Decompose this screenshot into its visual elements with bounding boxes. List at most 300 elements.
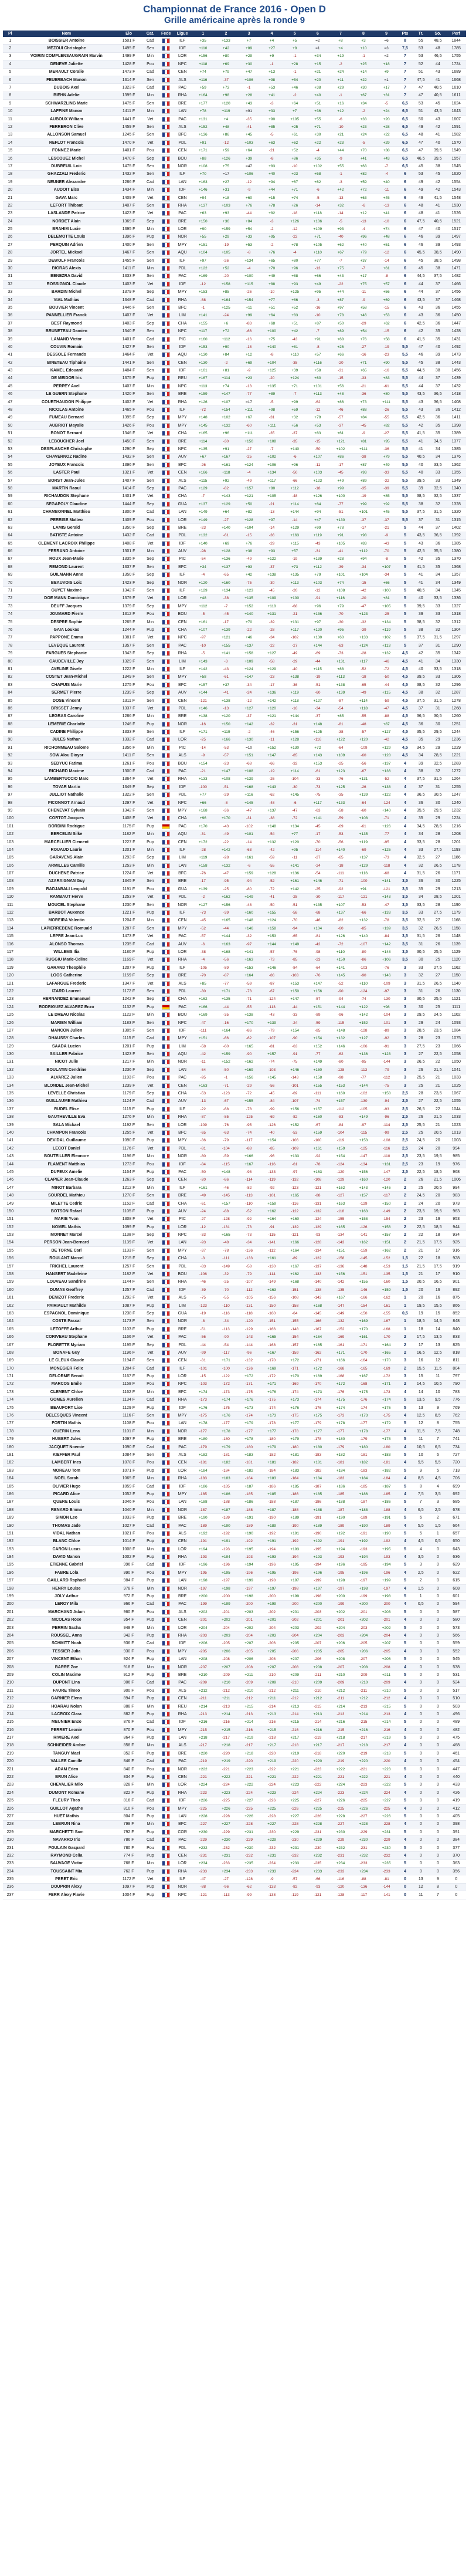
round-result-cell: +106 xyxy=(375,956,398,964)
round-result-cell: +125 xyxy=(215,304,237,312)
league-cell: CHA xyxy=(174,814,192,822)
tiebreak-cell: 34,5 xyxy=(412,744,429,752)
federation-cell xyxy=(159,1145,174,1152)
round-result-cell: -36 xyxy=(215,807,237,814)
round-result-cell: -93 xyxy=(306,1883,329,1891)
table-row xyxy=(3,430,466,437)
elo-cell: 1253 F xyxy=(115,862,142,870)
round-result-cell: -203 xyxy=(306,1608,329,1616)
points-cell: 5 xyxy=(398,1687,413,1695)
league-cell: LOR xyxy=(174,516,192,523)
player-name-cell: CHAMPON Francois xyxy=(18,1129,116,1137)
sonneborn-cell: 13 xyxy=(429,1341,446,1348)
table-row xyxy=(3,712,466,720)
table-row xyxy=(3,768,466,775)
federation-cell xyxy=(159,1608,174,1616)
round-result-cell: +171 xyxy=(260,1380,283,1388)
elo-cell: 1078 F xyxy=(115,1459,142,1466)
performance-cell: 1033 xyxy=(446,1113,466,1121)
elo-cell: 1175 F xyxy=(115,823,142,830)
flag-icon xyxy=(162,1586,170,1591)
column-header: 5 xyxy=(283,31,306,37)
performance-cell: 503 xyxy=(446,1702,466,1710)
round-result-cell: +202 xyxy=(215,1616,237,1624)
player-name-cell: JOYEUX Francois xyxy=(18,461,116,469)
points-cell: 4 xyxy=(398,1490,413,1498)
federation-cell xyxy=(159,846,174,854)
league-cell: PDL xyxy=(174,139,192,147)
category-cell: Pup xyxy=(142,1734,159,1742)
page-header xyxy=(0,0,469,31)
round-result-cell: -26 xyxy=(352,783,375,791)
tiebreak-cell: 0 xyxy=(412,1671,429,1679)
round-result-cell: +74 xyxy=(215,383,237,390)
category-cell: Pou xyxy=(142,60,159,68)
round-result-cell: -38 xyxy=(283,359,306,367)
round-result-cell: +228 xyxy=(352,1820,375,1828)
player-name-cell: BONOT Bernard xyxy=(18,430,116,437)
round-result-cell: -154 xyxy=(352,1301,375,1309)
round-result-cell: -106 xyxy=(352,1043,375,1050)
round-result-cell: +234 xyxy=(192,1860,215,1867)
table-row xyxy=(3,1671,466,1679)
round-result-cell: -11 xyxy=(192,1058,215,1066)
round-result-cell: +82 xyxy=(260,209,283,217)
federation-cell xyxy=(159,1286,174,1294)
elo-cell: 990 F xyxy=(115,1569,142,1577)
rank-cell: 91 xyxy=(3,744,18,752)
round-result-cell: +132 xyxy=(329,1035,352,1042)
elo-cell: 1407 F xyxy=(115,312,142,319)
round-result-cell: -135 xyxy=(375,1270,398,1278)
round-result-cell: +230 xyxy=(215,1836,237,1844)
performance-cell: 1283 xyxy=(446,759,466,767)
league-cell: LAN xyxy=(174,508,192,516)
round-result-cell: +53 xyxy=(375,312,398,319)
performance-cell: 1287 xyxy=(446,689,466,697)
round-result-cell: -124 xyxy=(260,995,283,1003)
points-cell: 6,5 xyxy=(398,163,413,170)
round-result-cell: -171 xyxy=(352,1341,375,1348)
round-result-cell: -69 xyxy=(306,650,329,657)
category-cell: Sen xyxy=(142,461,159,469)
round-result-cell: +70 xyxy=(237,618,260,626)
round-result-cell: +115 xyxy=(375,689,398,697)
league-cell: CHA xyxy=(174,430,192,437)
flag-icon xyxy=(162,352,170,357)
table-row xyxy=(3,1106,466,1113)
tiebreak-cell: 0 xyxy=(412,1702,429,1710)
player-name-cell: MONNET Marcel xyxy=(18,1231,116,1239)
rank-cell: 122 xyxy=(3,988,18,995)
round-result-cell: -98 xyxy=(192,547,215,555)
table-row xyxy=(3,1443,466,1451)
round-result-cell: -41 xyxy=(329,547,352,555)
round-result-cell: +114 xyxy=(283,501,306,508)
table-row xyxy=(3,1326,466,1333)
points-cell: 5,5 xyxy=(398,516,413,523)
tiebreak-cell: 31,5 xyxy=(412,870,429,877)
performance-cell: 1342 xyxy=(446,650,466,657)
sonneborn-cell: 10,5 xyxy=(429,1380,446,1388)
performance-cell: 1473 xyxy=(446,351,466,359)
round-result-cell: -52 xyxy=(260,877,283,885)
elo-cell: 1238 F xyxy=(115,1310,142,1317)
rank-cell: 36 xyxy=(3,312,18,319)
player-name-cell: FERRAND Antoine xyxy=(18,547,116,555)
player-name-cell: TANGUY Mael xyxy=(18,1750,116,1757)
federation-cell xyxy=(159,720,174,728)
sonneborn-cell: 0 xyxy=(429,1828,446,1836)
round-result-cell: +169 xyxy=(237,1066,260,1074)
round-result-cell: -92 xyxy=(329,885,352,893)
elo-cell: 846 F xyxy=(115,1757,142,1765)
round-result-cell: +83 xyxy=(260,163,283,170)
tiebreak-cell: 37,5 xyxy=(412,508,429,516)
league-cell: NPC xyxy=(174,1380,192,1388)
round-result-cell: -43 xyxy=(260,1011,283,1019)
performance-cell: 475 xyxy=(446,1734,466,1742)
league-cell: ILF xyxy=(174,406,192,414)
round-result-cell: +92 xyxy=(215,476,237,484)
round-result-cell: +103 xyxy=(306,579,329,586)
round-result-cell: +105 xyxy=(215,249,237,256)
flag-icon xyxy=(162,1130,170,1135)
elo-cell: 1409 F xyxy=(115,194,142,201)
round-result-cell: +93 xyxy=(352,469,375,476)
flag-icon xyxy=(162,1303,170,1309)
round-result-cell: +220 xyxy=(192,1750,215,1757)
round-result-cell: -196 xyxy=(215,1561,237,1568)
round-result-cell: +194 xyxy=(215,1553,237,1561)
performance-cell: 1557 xyxy=(446,154,466,162)
tiebreak-cell: 45 xyxy=(412,163,429,170)
federation-cell xyxy=(159,870,174,877)
category-cell: Sen xyxy=(142,100,159,107)
round-result-cell: -191 xyxy=(329,1537,352,1545)
round-result-cell: -32 xyxy=(215,1270,237,1278)
points-cell: 6 xyxy=(398,209,413,217)
round-result-cell: -15 xyxy=(352,579,375,586)
flag-icon xyxy=(162,643,170,648)
table-row xyxy=(3,642,466,650)
tiebreak-cell: 34 xyxy=(412,830,429,838)
league-cell: BRE xyxy=(174,972,192,979)
elo-cell: 1343 F xyxy=(115,650,142,657)
round-result-cell: +51 xyxy=(306,100,329,107)
rank-cell: 226 xyxy=(3,1804,18,1812)
player-name-cell: SOURDEL Mathieu xyxy=(18,1192,116,1199)
round-result-cell: +51 xyxy=(283,320,306,327)
round-result-cell: -122 xyxy=(283,1208,306,1215)
performance-cell: 1025 xyxy=(446,1081,466,1089)
player-name-cell: RODRIGUEZ ALVAREZ Enzo xyxy=(18,1003,116,1011)
round-result-cell: +199 xyxy=(237,1577,260,1584)
round-result-cell: +227 xyxy=(375,1797,398,1804)
round-result-cell: -61 xyxy=(215,673,237,681)
tiebreak-cell: 30 xyxy=(412,1003,429,1011)
league-cell: CHA xyxy=(174,1199,192,1207)
sonneborn-cell: 28 xyxy=(429,838,446,846)
category-cell: Sep xyxy=(142,1066,159,1074)
round-result-cell: -37 xyxy=(237,712,260,720)
player-name-cell: AUBRIOT Mayalie xyxy=(18,422,116,430)
tiebreak-cell: 32 xyxy=(412,862,429,870)
performance-cell: 1075 xyxy=(446,1035,466,1042)
flag-icon xyxy=(162,1570,170,1576)
rank-cell: 120 xyxy=(3,972,18,979)
round-result-cell: -86 xyxy=(215,1176,237,1184)
sonneborn-cell: 40 xyxy=(429,343,446,351)
federation-cell xyxy=(159,1577,174,1584)
round-result-cell: +139 xyxy=(329,689,352,697)
round-result-cell: +138 xyxy=(215,697,237,704)
round-result-cell: +42 xyxy=(283,327,306,335)
tiebreak-cell: 35 xyxy=(412,814,429,822)
federation-cell xyxy=(159,1671,174,1679)
tiebreak-cell: 48 xyxy=(412,209,429,217)
round-result-cell: +45 xyxy=(237,131,260,138)
round-result-cell: +148 xyxy=(329,1027,352,1035)
round-result-cell: +169 xyxy=(306,1372,329,1380)
round-result-cell: +54 xyxy=(237,225,260,233)
round-result-cell: +121 xyxy=(260,712,283,720)
performance-cell: 692 xyxy=(446,1490,466,1498)
round-result-cell: +112 xyxy=(283,485,306,492)
round-result-cell: -28 xyxy=(352,650,375,657)
round-result-cell: +91 xyxy=(215,445,237,453)
sonneborn-cell: 27 xyxy=(429,972,446,979)
performance-cell: 852 xyxy=(446,1310,466,1317)
round-result-cell: =17 xyxy=(237,398,260,405)
round-result-cell: +157 xyxy=(352,1192,375,1199)
round-result-cell: +102 xyxy=(260,453,283,461)
round-result-cell: +155 xyxy=(352,1278,375,1286)
round-result-cell: -31 xyxy=(192,1357,215,1364)
federation-cell xyxy=(159,650,174,657)
points-cell: 5,5 xyxy=(398,414,413,421)
category-cell: Sen xyxy=(142,1121,159,1128)
elo-cell: 1115 F xyxy=(115,1035,142,1042)
federation-cell xyxy=(159,327,174,335)
table-row xyxy=(3,1223,466,1230)
round-result-cell: -12 xyxy=(215,139,237,147)
round-result-cell: +159 xyxy=(237,870,260,877)
league-cell: IDF xyxy=(174,1160,192,1168)
category-cell: Pup xyxy=(142,1773,159,1781)
round-result-cell: -228 xyxy=(260,1813,283,1820)
player-name-cell: LEBRUN Nina xyxy=(18,1820,116,1828)
round-result-cell: -197 xyxy=(375,1584,398,1592)
elo-cell: 1470 F xyxy=(115,154,142,162)
round-result-cell: -174 xyxy=(306,1396,329,1404)
flag-icon xyxy=(162,965,170,971)
performance-cell: 1431 xyxy=(446,335,466,343)
round-result-cell: +58 xyxy=(375,335,398,343)
round-result-cell: +141 xyxy=(329,964,352,972)
player-name-cell: LEVEQUE Laurent xyxy=(18,642,116,650)
points-cell: 4,5 xyxy=(398,705,413,712)
round-result-cell: +126 xyxy=(215,154,237,162)
federation-cell xyxy=(159,1844,174,1851)
round-result-cell: -217 xyxy=(192,1742,215,1749)
performance-cell: 1328 xyxy=(446,501,466,508)
round-result-cell: -187 xyxy=(329,1506,352,1514)
category-cell: Vet xyxy=(142,775,159,783)
performance-cell: 1168 xyxy=(446,917,466,924)
player-name-cell: BORDINI Rodrigue xyxy=(18,823,116,830)
league-cell: PAC xyxy=(174,1168,192,1176)
round-result-cell: +67 xyxy=(192,453,215,461)
federation-cell xyxy=(159,1152,174,1160)
round-result-cell: +148 xyxy=(375,948,398,956)
flag-icon xyxy=(162,391,170,397)
points-cell: 4 xyxy=(398,1553,413,1561)
flag-icon xyxy=(162,604,170,609)
sonneborn-cell: 29 xyxy=(429,736,446,743)
performance-cell: 524 xyxy=(446,1679,466,1686)
performance-cell: 1490 xyxy=(446,249,466,256)
performance-cell: 643 xyxy=(446,1546,466,1553)
league-cell: BOU xyxy=(174,154,192,162)
rank-cell: 86 xyxy=(3,705,18,712)
federation-cell xyxy=(159,241,174,249)
table-row xyxy=(3,1593,466,1600)
round-result-cell: -188 xyxy=(260,1498,283,1506)
flag-icon xyxy=(162,1350,170,1355)
federation-cell xyxy=(159,272,174,280)
round-result-cell: -224 xyxy=(237,1789,260,1797)
round-result-cell: -111 xyxy=(306,1090,329,1097)
round-result-cell: +63 xyxy=(260,139,283,147)
category-cell: Sen xyxy=(142,587,159,594)
table-row xyxy=(3,422,466,430)
round-result-cell: +138 xyxy=(192,712,215,720)
round-result-cell: +90 xyxy=(260,115,283,123)
league-cell: PDL xyxy=(174,1145,192,1152)
round-result-cell: +112 xyxy=(192,603,215,610)
tiebreak-cell: 0 xyxy=(412,1781,429,1789)
round-result-cell: -204 xyxy=(283,1632,306,1639)
performance-cell: 1370 xyxy=(446,555,466,563)
rank-cell: 227 xyxy=(3,1813,18,1820)
round-result-cell: -8 xyxy=(260,351,283,359)
elo-cell: 1347 F xyxy=(115,979,142,987)
points-cell: 3 xyxy=(398,1019,413,1026)
table-row xyxy=(3,1113,466,1121)
rank-cell: 102 xyxy=(3,830,18,838)
round-result-cell: +123 xyxy=(375,1050,398,1058)
round-result-cell: -15 xyxy=(375,327,398,335)
league-cell: ILF xyxy=(174,1184,192,1192)
round-result-cell: +230 xyxy=(375,1844,398,1851)
category-cell: Pup xyxy=(142,1467,159,1475)
round-result-cell: -11 xyxy=(283,854,306,861)
round-result-cell: +35 xyxy=(306,154,329,162)
rank-cell: 231 xyxy=(3,1844,18,1851)
round-result-cell: -185 xyxy=(329,1490,352,1498)
category-cell: Vet xyxy=(142,139,159,147)
round-result-cell: -27 xyxy=(237,445,260,453)
points-cell: 4,5 xyxy=(398,650,413,657)
round-result-cell: +162 xyxy=(283,1270,306,1278)
tiebreak-cell: 25,5 xyxy=(412,1074,429,1081)
sonneborn-cell: 27 xyxy=(429,854,446,861)
round-result-cell: +34 xyxy=(352,100,375,107)
sonneborn-cell: 12 xyxy=(429,1357,446,1364)
round-result-cell: -67 xyxy=(352,768,375,775)
sonneborn-cell: 21 xyxy=(429,1074,446,1081)
round-result-cell: +181 xyxy=(260,1459,283,1466)
table-row xyxy=(3,759,466,767)
federation-cell xyxy=(159,304,174,312)
round-result-cell: -103 xyxy=(260,1066,283,1074)
round-result-cell: -184 xyxy=(215,1467,237,1475)
round-result-cell: +171 xyxy=(329,1349,352,1357)
elo-cell: 1221 F xyxy=(115,909,142,917)
performance-cell: 769 xyxy=(446,1404,466,1411)
points-cell: 5 xyxy=(398,1396,413,1404)
federation-cell xyxy=(159,1168,174,1176)
round-result-cell: +232 xyxy=(306,1852,329,1860)
sonneborn-cell: 37,5 xyxy=(429,272,446,280)
player-name-cell: LE DREAU Nicolas xyxy=(18,1011,116,1019)
league-cell: AQU xyxy=(174,830,192,838)
league-cell: PAC xyxy=(174,84,192,92)
rank-cell: 45 xyxy=(3,383,18,390)
flag-icon xyxy=(162,1154,170,1159)
rank-cell: 100 xyxy=(3,814,18,822)
federation-cell xyxy=(159,1388,174,1396)
points-cell: 4 xyxy=(398,1852,413,1860)
table-row xyxy=(3,1341,466,1348)
player-name-cell: POULAIN Gaspard xyxy=(18,1844,116,1851)
rank-cell: 151 xyxy=(3,1215,18,1223)
category-cell: Sen xyxy=(142,1412,159,1419)
table-row xyxy=(3,823,466,830)
round-result-cell: +135 xyxy=(306,901,329,908)
flag-icon xyxy=(162,1232,170,1238)
flag-icon xyxy=(162,1185,170,1191)
round-result-cell: -197 xyxy=(352,1577,375,1584)
performance-cell: 573 xyxy=(446,1624,466,1631)
round-result-cell: +9 xyxy=(375,68,398,76)
player-name-cell: MARIEN William xyxy=(18,1019,116,1026)
round-result-cell: +154 xyxy=(329,1152,352,1160)
round-result-cell: +173 xyxy=(283,1396,306,1404)
performance-cell: 976 xyxy=(446,1160,466,1168)
table-row xyxy=(3,626,466,634)
tiebreak-cell: 0 xyxy=(412,1742,429,1749)
league-cell: GUA xyxy=(174,1310,192,1317)
round-result-cell: +139 xyxy=(237,775,260,783)
rank-cell: 6 xyxy=(3,76,18,83)
round-result-cell: +153 xyxy=(352,1137,375,1144)
round-result-cell: -12 xyxy=(192,280,215,288)
tiebreak-cell: 46,5 xyxy=(412,154,429,162)
league-cell: LOR xyxy=(174,225,192,233)
table-row xyxy=(3,1349,466,1357)
round-result-cell: -137 xyxy=(306,1262,329,1270)
round-result-cell: -179 xyxy=(329,1443,352,1451)
round-result-cell: +118 xyxy=(283,697,306,704)
federation-cell xyxy=(159,1891,174,1899)
points-cell: 4 xyxy=(398,862,413,870)
round-result-cell: +205 xyxy=(283,1639,306,1647)
round-result-cell: -225 xyxy=(375,1804,398,1812)
table-row xyxy=(3,665,466,673)
category-cell: Pup xyxy=(142,1223,159,1230)
